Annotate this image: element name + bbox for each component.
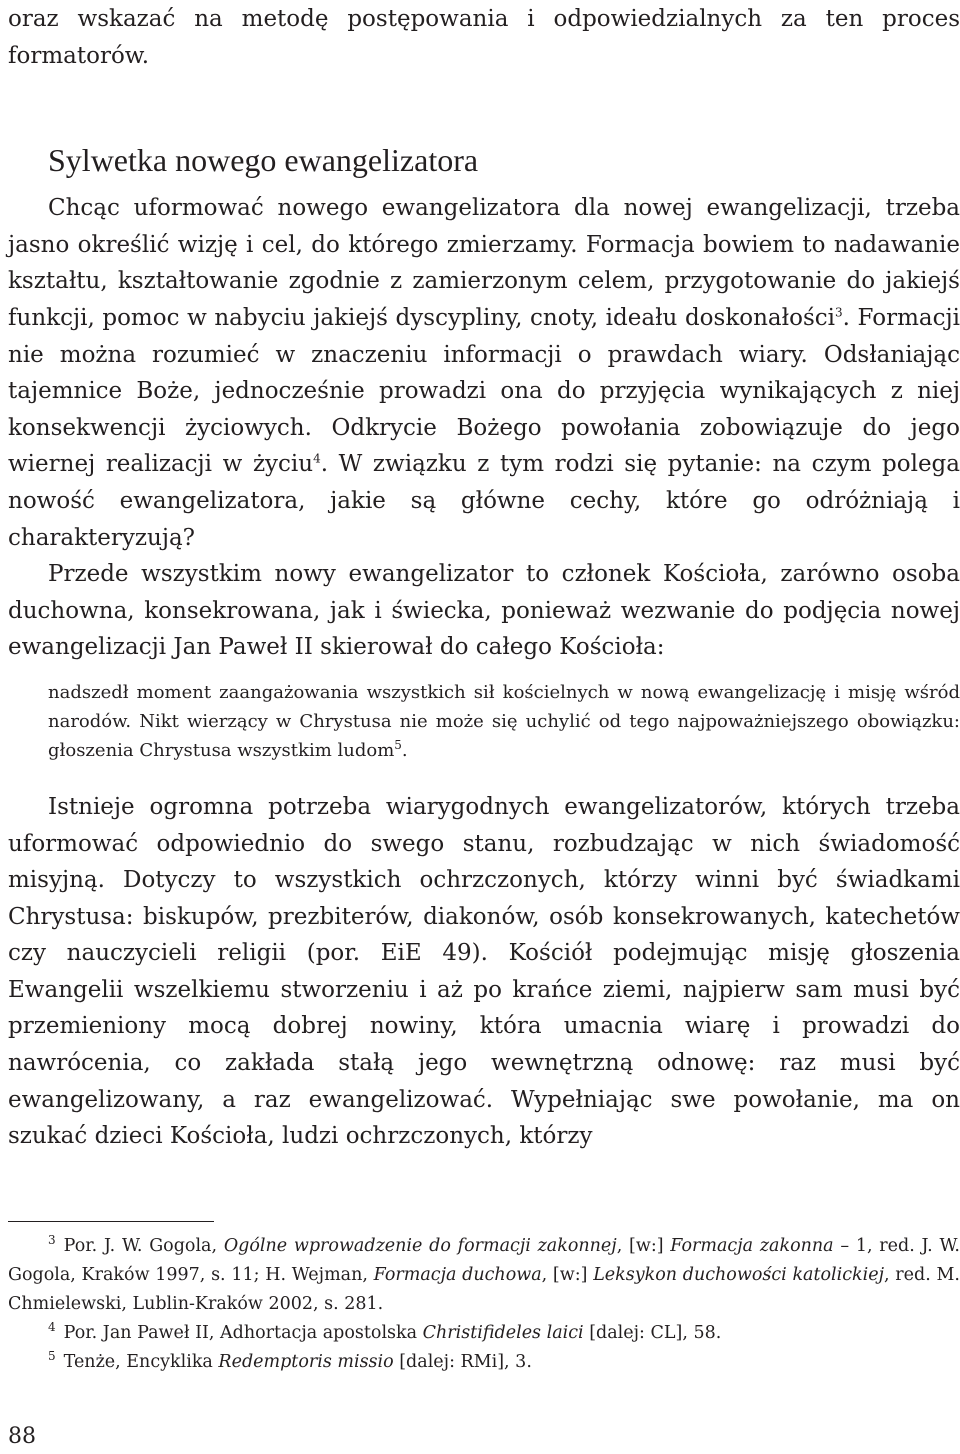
paragraph-text: Chcąc uformować nowego ewangelizatora dla nowej ewangelizacji, trzeba jasno określić wizję i cel, do którego zmierzamy. Formacja bowiem to nadawanie kształtu, kształtowanie zgodnie z zamierzonym celem, przygotowanie do jakiejś funkcji, pomoc w nabyciu jakiejś dyscypliny, cnoty, ideału doskonałości: [8, 195, 960, 331]
footnote-text: Tenże, Encyklika: [63, 1352, 219, 1372]
footnote-title: Formacja duchowa: [373, 1265, 542, 1285]
footnote-title: Ogólne wprowadzenie do formacji zakonnej: [223, 1236, 617, 1256]
footnote-title: Christifideles laici: [422, 1323, 584, 1343]
footnote-4: [8, 1319, 960, 1348]
footnote-title: Formacja zakonna: [670, 1236, 834, 1256]
footnote-number: 3: [48, 1233, 56, 1248]
paragraph-text: . W związku z tym rodzi się pytanie: na czym polega nowość ewangelizatora, jakie są główne cechy, które go odróżniają i charakteryzują?: [8, 451, 960, 551]
quote-end: .: [401, 739, 408, 761]
footnote-title: Redemptoris missio: [218, 1352, 394, 1372]
footnote-text: [dalej: CL], 58.: [583, 1323, 722, 1343]
footnote-text: [dalej: RMi], 3.: [393, 1352, 532, 1372]
paragraph-continuation: oraz wskazać na metodę postępowania i odpowiedzialnych za ten proces formatorów.: [8, 6, 960, 69]
footnote-text: , [w:]: [616, 1236, 671, 1256]
footnote-text: – 1, red. J. W. Gogola, Kraków 1997, s. 11; H. Wejman,: [8, 1236, 960, 1285]
quote-text: nadszedł moment zaangażowania wszystkich sił kościelnych w nową ewangelizację i misję wśród narodów. Nikt wierzący w Chrystusa nie może się uchylić od tego najpoważniejszego obowiązku: głoszenia Chrystusa wszystkim ludom: [48, 681, 960, 761]
footnote-5: [8, 1348, 960, 1377]
footnote-text: , red. M. Chmielewski, Lublin-Kraków 2002, s. 281.: [8, 1265, 960, 1314]
footnote-number: 4: [48, 1320, 56, 1335]
footnote-text: Por. J. W. Gogola,: [63, 1236, 224, 1256]
paragraph-formation: [8, 190, 960, 556]
footnote-text: , [w:]: [541, 1265, 594, 1285]
page-body: [8, 0, 960, 1155]
paragraph-church-member: Przede wszystkim nowy ewangelizator to członek Kościoła, zarówno osoba duchowna, konsekrowana, jak i świecka, ponieważ wezwanie do podjęcia nowej ewangelizacji Jan Paweł II skierował do całego Kościoła:: [8, 561, 960, 661]
footnote-ref-4[interactable]: 4: [313, 451, 321, 466]
paragraph-text: . Formacji nie można rozumieć w znaczeniu informacji o prawdach wiary. Odsłaniając tajemnice Boże, jednocześnie prowadzi ona do przyjęcia wynikających z niej konsekwencji życiowych. Odkrycie Bożego powołania zobowiązuje do jego wiernej realizacji w życiu: [8, 304, 960, 478]
footnote-separator: [8, 1221, 214, 1222]
footnote-text: Por. Jan Paweł II, Adhortacja apostolska: [63, 1323, 423, 1343]
footnote-3: [8, 1232, 960, 1319]
footnotes: [8, 1232, 960, 1377]
section-heading: Sylwetka nowego ewangelizatora: [48, 142, 479, 179]
footnote-ref-3[interactable]: 3: [835, 305, 843, 320]
paragraph-need: Istnieje ogromna potrzeba wiarygodnych ewangelizatorów, których trzeba uformować odpowiednio do swego stanu, rozbudzając w nich świadomość misyjną. Dotyczy to wszystkich ochrzczonych, którzy winni być świadkami Chrystusa: biskupów, prezbiterów, diakonów, osób konsekrowanych, katechetów czy nauczycieli religii (por. EiE 49). Kościół podejmując misję głoszenia Ewangelii wszelkiemu stworzeniu i aż po krańce ziemi, najpierw sam musi być przemieniony mocą dobrej nowiny, która umacnia wiarę i prowadzi do nawrócenia, co zakłada stałą jego wewnętrzną odnowę: raz musi być ewangelizowany, a raz ewangelizować. Wypełniając swe powołanie, ma on szukać dzieci Kościoła, ludzi ochrzczonych, którzy: [8, 793, 960, 1150]
footnote-number: 5: [48, 1349, 56, 1364]
block-quote: [48, 678, 960, 765]
footnote-ref-5[interactable]: 5: [394, 737, 402, 752]
footnote-title: Leksykon duchowości katolickiej: [593, 1265, 885, 1285]
page-number: 88: [8, 1424, 36, 1449]
